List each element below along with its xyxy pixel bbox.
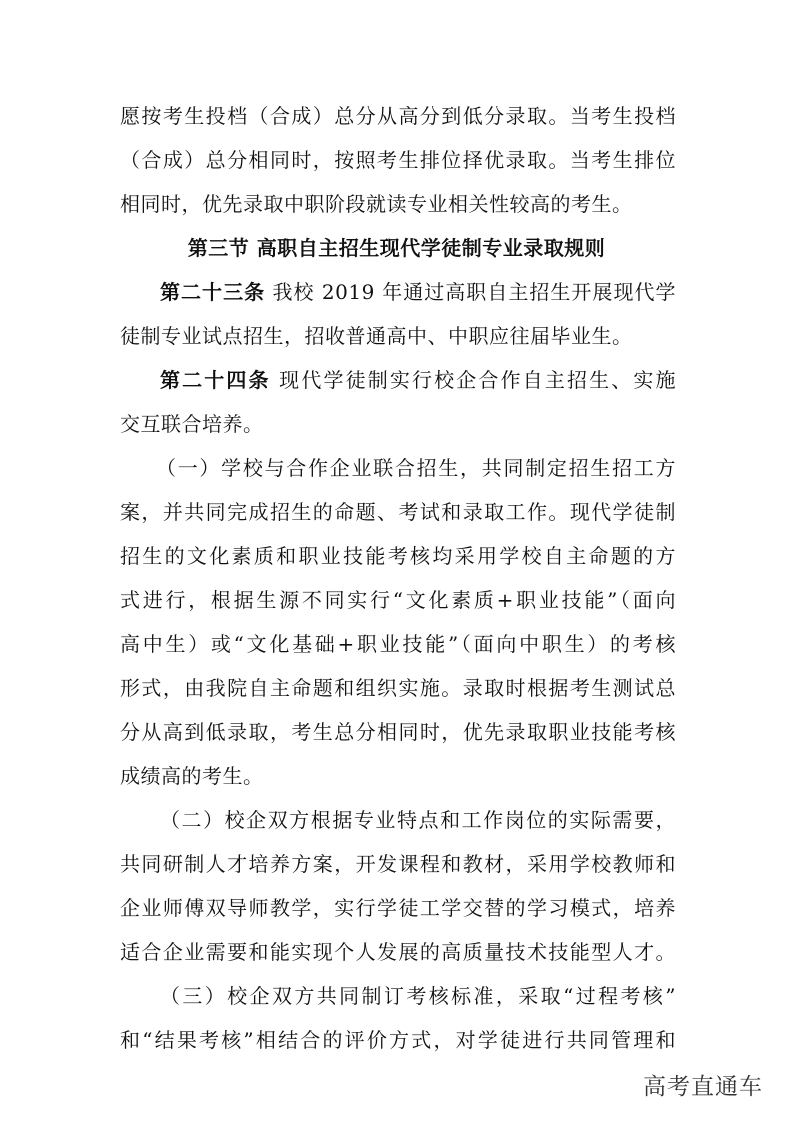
paragraph-line: （合成）总分相同时，按照考生排位择优录取。当考生排位 bbox=[120, 148, 676, 172]
paragraph-line: 徒制专业试点招生，招收普通高中、中职应往届毕业生。 bbox=[120, 324, 633, 348]
article-24-label: 第二十四条 bbox=[160, 368, 271, 392]
paragraph-line: 招生的文化素质和职业技能考核均采用学校自主命题的方 bbox=[120, 544, 676, 568]
paragraph-line: 形式，由我院自主命题和组织实施。录取时根据考生测试总 bbox=[120, 676, 676, 700]
article-24-text: 现代学徒制实行校企合作自主招生、实施 bbox=[270, 368, 677, 392]
item-2-line: （二）校企双方根据专业特点和工作岗位的实际需要， bbox=[160, 808, 676, 832]
paragraph-line: 交互联合培养。 bbox=[120, 412, 264, 436]
paragraph-line: 高中生）或“文化基础+职业技能”（面向中职生）的考核 bbox=[120, 632, 676, 656]
section-heading: 第三节 高职自主招生现代学徒制专业录取规则 bbox=[187, 236, 606, 260]
paragraph-line: 适合企业需要和能实现个人发展的高质量技术技能型人才。 bbox=[120, 940, 676, 964]
paragraph-line: 企业师傅双导师教学，实行学徒工学交替的学习模式，培养 bbox=[120, 896, 676, 920]
watermark: 高考直通车 bbox=[643, 1074, 763, 1100]
paragraph-line: 相同时，优先录取中职阶段就读专业相关性较高的考生。 bbox=[120, 192, 633, 216]
paragraph-line: 式进行，根据生源不同实行“文化素质+职业技能”（面向 bbox=[120, 588, 676, 612]
article-24-line bbox=[160, 366, 676, 394]
article-23-text: 我校 2019 年通过高职自主招生开展现代学 bbox=[265, 280, 676, 304]
article-23-label: 第二十三条 bbox=[160, 280, 266, 304]
item-1-line: （一）学校与合作企业联合招生，共同制定招生招工方 bbox=[156, 456, 676, 480]
paragraph-line: 和“结果考核”相结合的评价方式，对学徒进行共同管理和 bbox=[120, 1028, 676, 1052]
paragraph-line: 案，并共同完成招生的命题、考试和录取工作。现代学徒制 bbox=[120, 500, 676, 524]
paragraph-line: 共同研制人才培养方案，开发课程和教材，采用学校教师和 bbox=[120, 852, 676, 876]
article-23-line bbox=[160, 278, 676, 306]
paragraph-line: 分从高到低录取，考生总分相同时，优先录取职业技能考核 bbox=[120, 720, 676, 744]
paragraph-line: 愿按考生投档（合成）总分从高分到低分录取。当考生投档 bbox=[120, 104, 676, 128]
paragraph-line: 成绩高的考生。 bbox=[120, 764, 264, 788]
item-3-line: （三）校企双方共同制订考核标准，采取“过程考核” bbox=[160, 984, 676, 1008]
